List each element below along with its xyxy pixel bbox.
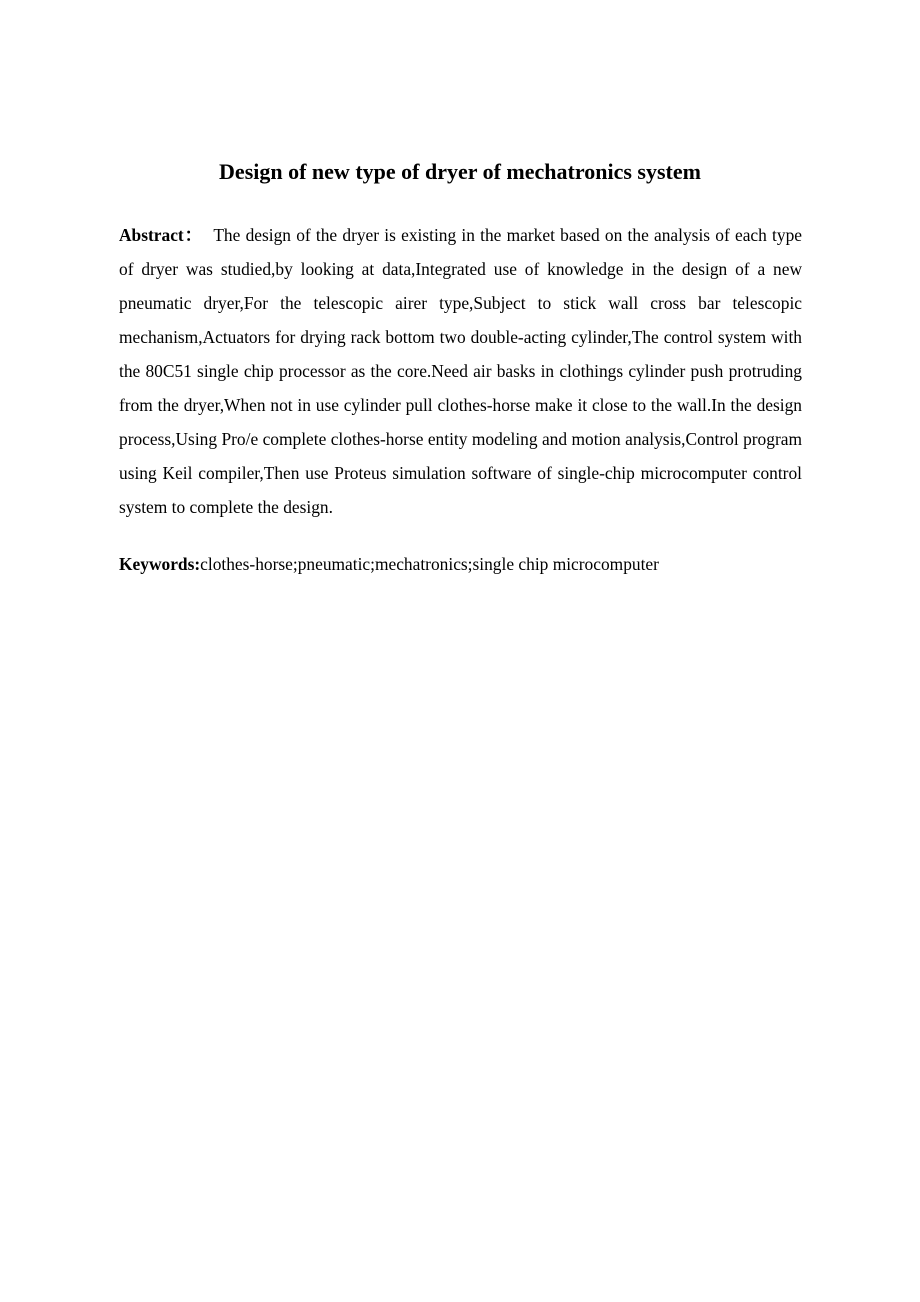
keywords-label: Keywords: [119, 554, 201, 574]
keywords-text: clothes-horse;pneumatic;mechatronics;single chip microcomputer [200, 554, 659, 574]
abstract-text: The design of the dryer is existing in the market based on the analysis of each type of dryer was studied,by looking at data,Integrated use of knowledge in the design of a new pneumatic dryer,For the telescopic airer type,Subject to stick wall cross bar telescopic mechanism,Actuators for drying rack bottom two double-acting cylinder,The control system with the 80C51 single chip processor as the core.Need air basks in clothings cylinder push protruding from the dryer,When not in use cylinder pull clothes-horse make it close to the wall.In the design process,Using Pro/e complete clothes-horse entity modeling and motion analysis,Control program using Keil compiler,Then use Proteus simulation software of single-chip microcomputer control system to complete the design. [119, 225, 802, 517]
abstract-paragraph [119, 218, 802, 524]
abstract-label: Abstract： [119, 225, 203, 245]
keywords-line [119, 549, 802, 579]
document-title: Design of new type of dryer of mechatronics system [219, 159, 701, 184]
